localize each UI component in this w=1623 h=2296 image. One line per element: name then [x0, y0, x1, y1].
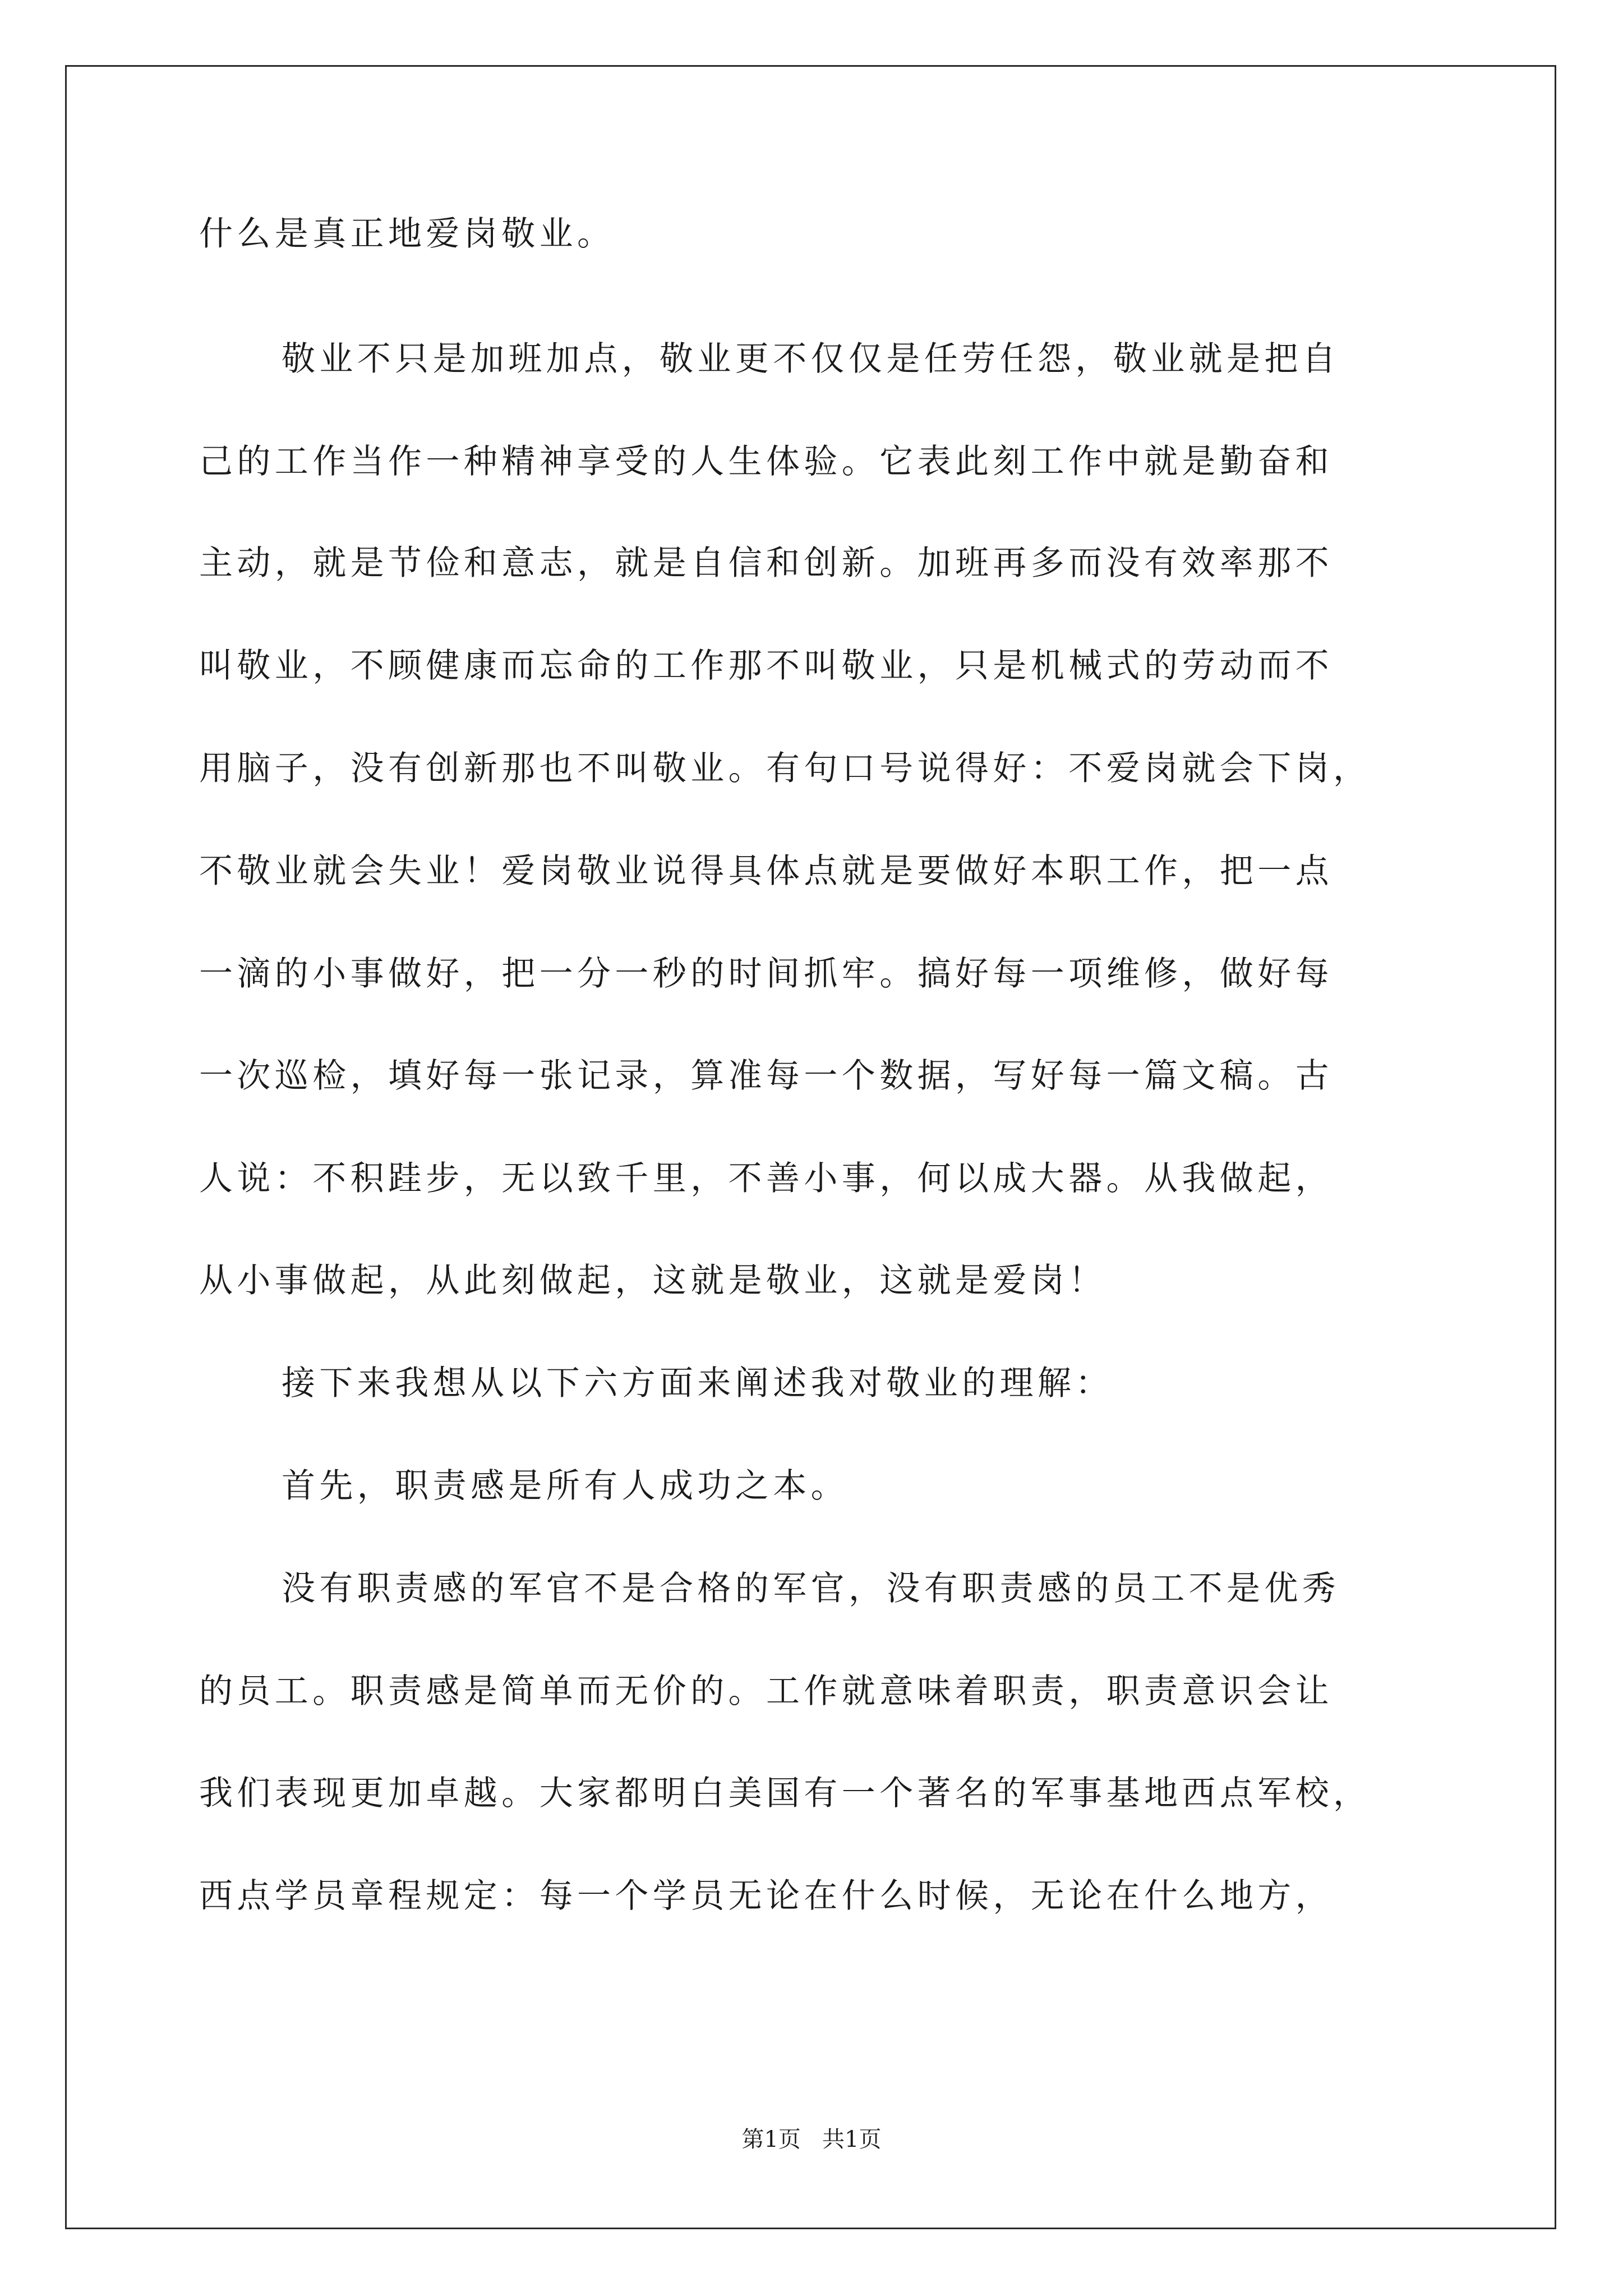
text-line: 的员工。职责感是简单而无价的。工作就意味着职责，职责意识会让 [199, 1672, 1333, 1711]
text-line: 什么是真正地爱岗敬业。 [199, 214, 615, 254]
text-line: 人说：不积跬步，无以致千里，不善小事，何以成大器。从我做起， [199, 1159, 1333, 1198]
paragraph-first-line: 没有职责感的军官不是合格的军官，没有职责感的员工不是优秀 [282, 1569, 1340, 1608]
text-line: 己的工作当作一种精神享受的人生体验。它表此刻工作中就是勤奋和 [199, 442, 1333, 481]
text-line: 叫敬业，不顾健康而忘命的工作那不叫敬业，只是机械式的劳动而不 [199, 646, 1333, 685]
text-line: 一滴的小事做好，把一分一秒的时间抓牢。搞好每一项维修，做好每 [199, 954, 1333, 993]
paragraph-first-line: 接下来我想从以下六方面来阐述我对敬业的理解： [282, 1364, 1113, 1403]
text-line: 不敬业就会失业！爱岗敬业说得具体点就是要做好本职工作，把一点 [199, 852, 1333, 891]
text-line: 一次巡检，填好每一张记录，算准每一个数据，写好每一篇文稿。古 [199, 1056, 1333, 1096]
text-line: 用脑子，没有创新那也不叫敬业。有句口号说得好：不爱岗就会下岗， [199, 749, 1371, 788]
paragraph-first-line: 首先，职责感是所有人成功之本。 [282, 1466, 849, 1506]
text-line: 我们表现更加卓越。大家都明白美国有一个著名的军事基地西点军校， [199, 1774, 1371, 1813]
paragraph-first-line: 敬业不只是加班加点，敬业更不仅仅是任劳任怨，敬业就是把自 [282, 339, 1340, 379]
page-footer: 第1页 共1页 [741, 2127, 882, 2152]
text-line: 主动，就是节俭和意志，就是自信和创新。加班再多而没有效率那不 [199, 544, 1333, 583]
text-line: 从小事做起，从此刻做起，这就是敬业，这就是爱岗！ [199, 1261, 1106, 1300]
text-line: 西点学员章程规定：每一个学员无论在什么时候，无论在什么地方， [199, 1876, 1333, 1916]
